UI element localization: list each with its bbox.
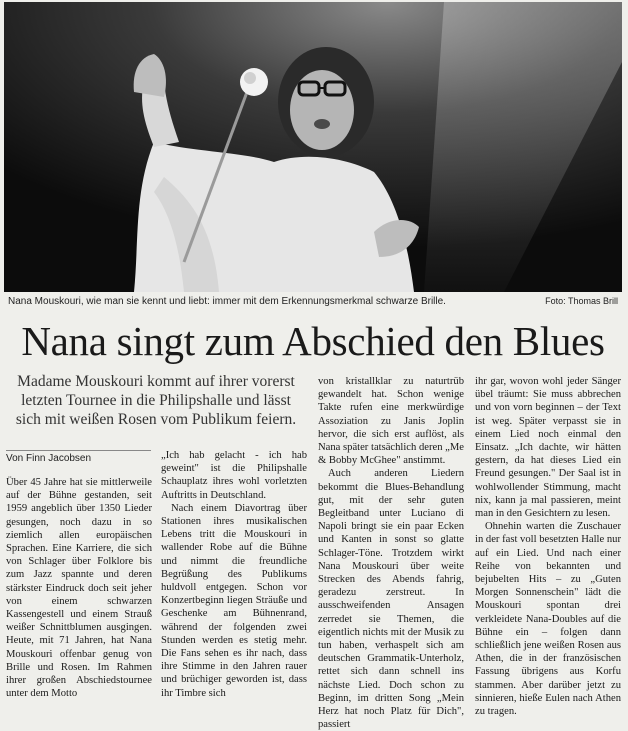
byline: Von Finn Jacobsen (6, 450, 151, 464)
concert-photo (4, 2, 622, 292)
photo-credit: Foto: Thomas Brill (545, 296, 618, 306)
photo-caption-row (4, 295, 622, 309)
column-2-paragraph-1: „Ich hab gelacht - ich hab geweint" ist die Philipshalle Schauplatz ihres wohl vorletzten Auftritts in Deutschland. (161, 450, 307, 501)
column-2-paragraph-2: Nach einem Diavortrag über Stationen ihres musikalischen Lebens tritt die Mouskouri in wallender Robe auf die Bühne und nimmt die freundliche Begrüßung des Publikums huldvoll entgegen. Schon vor Konzertbeginn liegen Sträuße und Geschenke am Bühnenrand, während der folgenden zwei Stunden werden es stetig mehr. Die Fans sehen es ihr nach, dass ihre Stimme in den Jahren rauer und brüchiger geworden ist, dass ihr Timbre sich (161, 502, 307, 699)
column-3-paragraph-2: Auch anderen Liedern bekommt die Blues-Behandlung gut, mit der sehr guten Begleitband unter Luciano di Napoli bringt sie ein paar Ecken und Kanten in sonst so glatte Schlager-Töne. Trotzdem wirkt Nana Mouskouri über weite Strecken des Abends fahrig, geradezu zerstreut. In ausschweifenden Ansagen zerredet sie Themen, die eigentlich nichts mit der Musik zu tun haben, verhaspelt sich am deutschen Grammatik-Unterholz, rettet sich dann schnell ins nächste Lied. Doch schon zu Beginn, im dritten Song „Mein Herz hat noch Platz für Dich", passiert (318, 468, 464, 731)
article-column-1 (6, 476, 152, 700)
column-3-paragraph-1: von kristallklar zu naturtrüb gewandelt hat. Schon wenige Takte rufen eine merkwürdige Assoziation zu Janis Joplin hervor, die sich erst auflöst, als Nana später tatsächlich deren „Me & Bobby McGhee" anstimmt. (318, 376, 464, 467)
photo-caption: Nana Mouskouri, wie man sie kennt und liebt: immer mit dem Erkennungsmerkmal schwarze Brille. (8, 296, 446, 307)
article-column-4 (475, 375, 621, 718)
article-column-2 (161, 449, 307, 700)
photo-illustration (4, 2, 622, 292)
column-4-paragraph-1: ihr gar, wovon wohl jeder Sänger übel träumt: Sie muss abbrechen und von vorn beginnen – der Text ist weg. Später verpasst sie in einem Lied noch einmal den Einsatz. „Ich dachte, wir hätten gestern, da hat dieses Lied ein Freund gesungen." Der Saal ist in wohlwollender Stimmung, macht nix, kann ja mal passieren, meint man in den Gesichtern zu lesen. (475, 376, 621, 520)
lead-paragraph: Madame Mouskouri kommt auf ihrer vorerst letzten Tournee in die Philipshalle und lässt sich mit weißen Rosen vom Publikum feiern. (15, 373, 297, 428)
column-4-paragraph-2: Ohnehin warten die Zuschauer in der fast voll besetzten Halle nur auf ein Lied. Und nach einer Reihe von bekannten und bejubelten Hits – zu „Guten Morgen Sonnenschein" lädt die Mouskouri spontan drei verkleidete Nana-Doubles auf die Bühne ein – folgen dann schließlich jene weißen Rosen aus Athen, die in der französischen Fassung übrigens aus Korfu stammen. Aber darüber jetzt zu sinnieren, hieße Eulen nach Athen zu tragen. (475, 521, 621, 718)
article-column-3 (318, 375, 464, 731)
headline: Nana singt zum Abschied den Blues (21, 318, 605, 364)
column-1-paragraph-1: Über 45 Jahre hat sie mittlerweile auf der Bühne gestanden, seit 1959 angeblich über 1350 Lieder gesungen, noch dazu in so ziemlich allen europäischen Sprachen. Eine Karriere, die sich von Schlager über Folklore bis zum Jazz spannte und deren stärkster Eindruck doch seit jeher von einem schwarzen Kassengestell und einem Strauß weißer Schnittblumen ausgingen. Heute, mit 71 Jahren, hat Nana Mouskouri offenbar genug von Brille und Rosen. Im Rahmen ihrer großen Abschiedstournee unter dem Motto (6, 477, 152, 700)
